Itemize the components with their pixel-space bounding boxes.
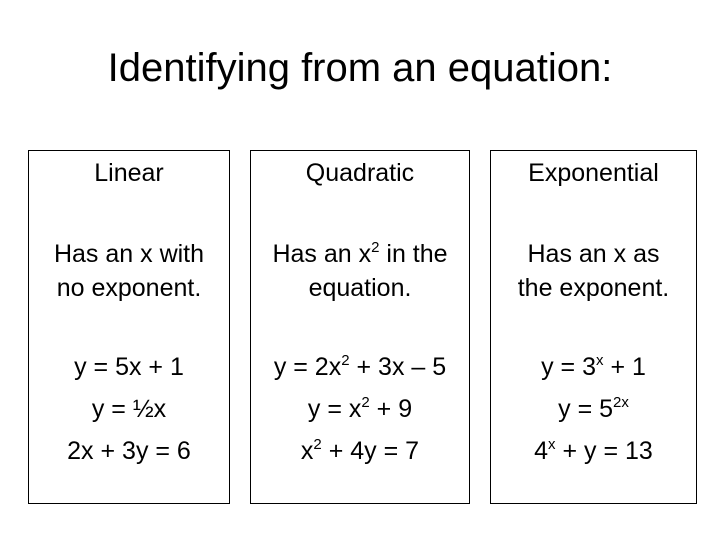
linear-description [29,237,229,305]
exponential-description [491,237,696,305]
linear-column [28,150,230,504]
equation-text: y = 3 [541,353,596,381]
equation-text: + 4y = 7 [321,437,420,465]
equation-text: + 9 [369,395,413,423]
description-line: the exponent. [517,274,670,302]
equation-text: y = x [307,395,362,423]
quadratic-example [251,390,469,428]
description-text: in the [379,240,448,268]
slide-title: Identifying from an equation: [107,46,613,90]
linear-example: 2x + 3y = 6 [67,437,191,465]
column-heading-exponential: Exponential [528,159,659,187]
column-heading-linear: Linear [94,159,164,187]
quadratic-example [251,348,469,386]
description-line [251,237,469,271]
exponential-example [491,390,696,428]
exponential-column [490,150,697,504]
exponent: 2 [341,352,350,369]
description-line: equation. [308,274,412,302]
linear-example: y = ½x [91,395,167,423]
quadratic-description [251,237,469,305]
exponent: 2 [361,394,370,411]
exponent: 2x [613,394,629,411]
exponent: x [596,352,604,369]
column-heading-quadratic: Quadratic [305,159,415,187]
exponential-example [491,348,696,386]
description-line: no exponent. [56,274,202,302]
equation-text: y = 5 [558,395,614,423]
linear-example: y = 5x + 1 [74,353,184,381]
equation-text: + 1 [603,353,646,381]
description-text: Has an x [272,240,372,268]
quadratic-example [251,432,469,470]
exponential-example [491,432,696,470]
quadratic-column [250,150,470,504]
equation-text: 4 [534,437,549,465]
exponent: x [548,436,556,453]
description-line: Has an x with [53,240,205,268]
equation-text: + y = 13 [555,437,653,465]
exponent: 2 [313,436,322,453]
description-line: Has an x as [527,240,660,268]
equation-text: x [300,437,314,465]
equation-text: y = 2x [273,353,342,381]
exponent: 2 [371,239,380,256]
equation-text: + 3x – 5 [349,353,447,381]
